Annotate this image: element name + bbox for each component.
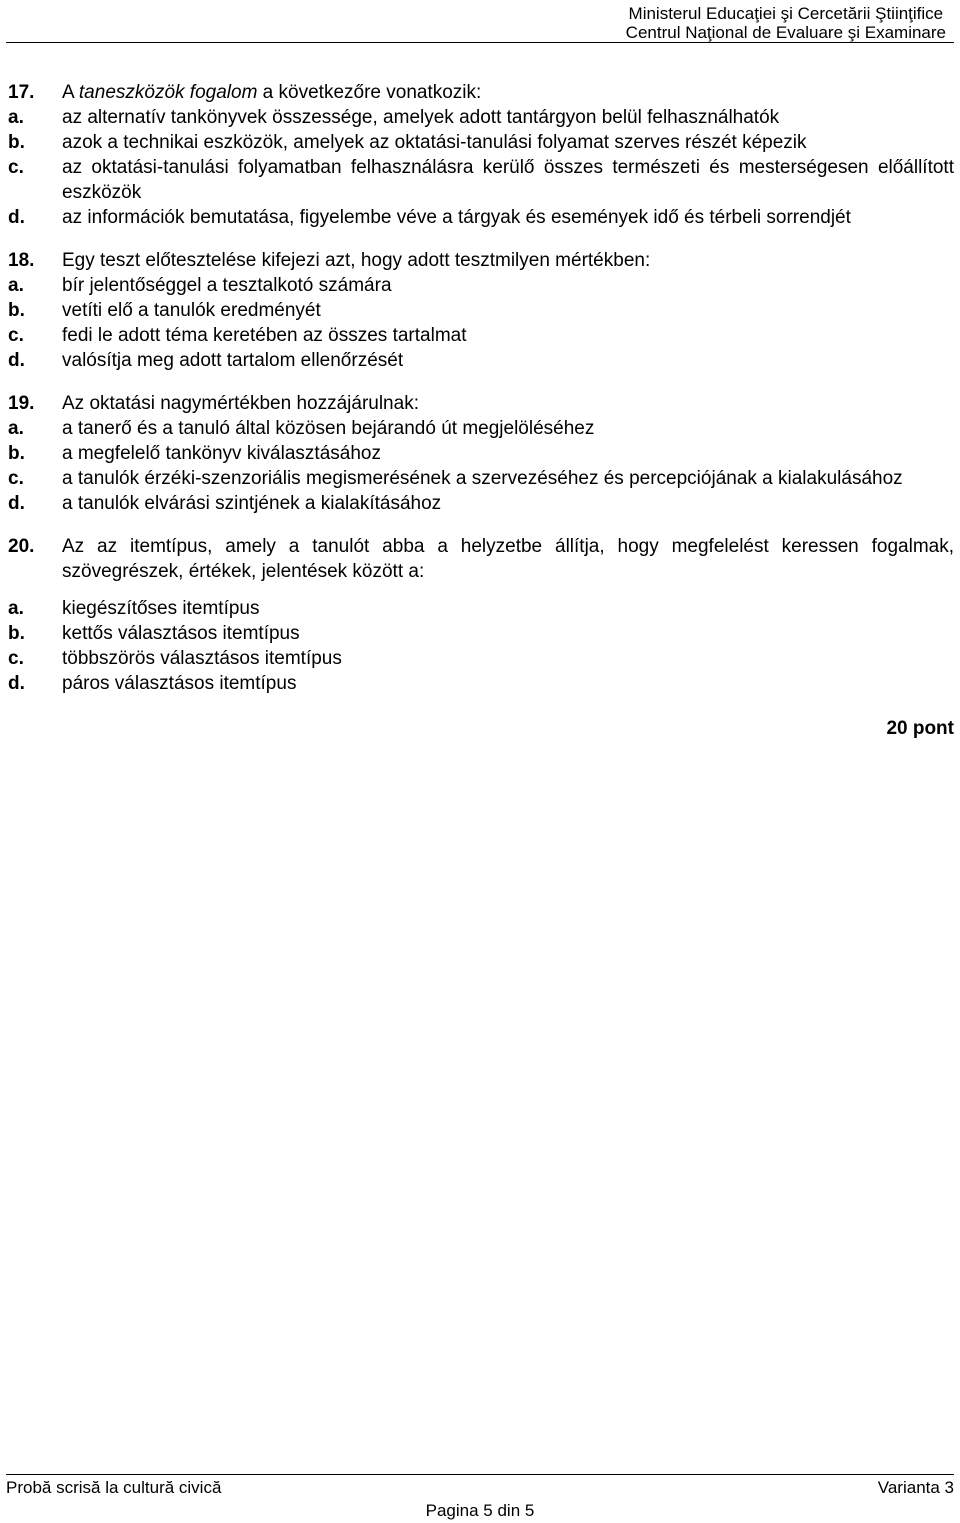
- option-letter: c.: [8, 468, 24, 489]
- option: [8, 671, 954, 696]
- option-text: a megfelelő tankönyv kiválasztásához: [62, 443, 381, 464]
- option: [8, 491, 954, 516]
- option: [8, 298, 954, 323]
- question-number: 17.: [8, 82, 35, 103]
- option: [8, 646, 954, 671]
- option-letter: d.: [8, 673, 25, 694]
- header-rule: [6, 42, 954, 43]
- question-number: 20.: [8, 536, 35, 557]
- question-stem: Az az itemtípus, amely a tanulót abba a helyzetbe állítja, hogy megfelelést keressen fogalmak, szövegrészek, értékek, jelentések között a:: [62, 536, 954, 582]
- option: [8, 348, 954, 373]
- option: [8, 596, 954, 621]
- question-18: [8, 248, 954, 373]
- option-text: a tanulók elvárási szintjének a kialakításához: [62, 493, 442, 514]
- option: [8, 105, 954, 130]
- question-list: [8, 80, 954, 740]
- option-letter: a.: [8, 598, 24, 619]
- points-total: 20 pont: [886, 718, 954, 739]
- option-letter: a.: [8, 275, 24, 296]
- option-text: fedi le adott téma keretében az összes tartalmat: [62, 325, 467, 346]
- option-text: kiegészítőses itemtípus: [62, 598, 260, 619]
- option-text: többszörös választásos itemtípus: [62, 648, 342, 669]
- option-text: valósítja meg adott tartalom ellenőrzését: [62, 350, 404, 371]
- option-letter: b.: [8, 300, 25, 321]
- option-text: bír jelentőséggel a tesztalkotó számára: [62, 275, 392, 296]
- page-number: Pagina 5 din 5: [425, 1501, 535, 1520]
- question-stem: Az oktatási nagymértékben hozzájárulnak:: [62, 393, 419, 414]
- option-text: kettős választásos itemtípus: [62, 623, 300, 644]
- question-stem: A taneszközök fogalom a következőre vonatkozik:: [62, 82, 482, 103]
- option-letter: b.: [8, 623, 25, 644]
- footer-exam-title: Probă scrisă la cultură civică: [6, 1478, 222, 1497]
- option-text: páros választásos itemtípus: [62, 673, 297, 694]
- option: [8, 155, 954, 205]
- question-20: [8, 534, 954, 696]
- option-letter: d.: [8, 207, 25, 228]
- option-text: az oktatási-tanulási folyamatban felhasználásra kerülő összes természeti és mesterségesen előállított eszközök: [62, 157, 954, 203]
- option-text: vetíti elő a tanulók eredményét: [62, 300, 321, 321]
- header-ministry: Ministerul Educaţiei şi Cercetării Ştiinţifice: [628, 4, 944, 23]
- option-letter: d.: [8, 493, 25, 514]
- question-number: 18.: [8, 250, 35, 271]
- option-letter: c.: [8, 648, 24, 669]
- option-letter: a.: [8, 418, 24, 439]
- option: [8, 416, 954, 441]
- option-text: azok a technikai eszközök, amelyek az oktatási-tanulási folyamat szerves részét képezik: [62, 132, 807, 153]
- option-text: az információk bemutatása, figyelembe véve a tárgyak és események idő és térbeli sorrendjét: [62, 207, 851, 228]
- page-header: [626, 4, 946, 42]
- header-center: Centrul Naţional de Evaluare şi Examinare: [625, 23, 946, 42]
- option-letter: a.: [8, 107, 24, 128]
- option-letter: b.: [8, 443, 25, 464]
- option: [8, 273, 954, 298]
- question-17: [8, 80, 954, 230]
- option: [8, 130, 954, 155]
- option-text: a tanulók érzéki-szenzoriális megismerésének a szervezéséhez és percepciójának a kialakulásához: [62, 468, 903, 489]
- option-letter: c.: [8, 157, 24, 178]
- option: [8, 466, 954, 491]
- option: [8, 323, 954, 348]
- option-text: az alternatív tankönyvek összessége, amelyek adott tantárgyon belül felhasználhatók: [62, 107, 780, 128]
- option: [8, 621, 954, 646]
- footer-variant: Varianta 3: [877, 1478, 954, 1497]
- option-text: a tanerő és a tanuló által közösen bejárandó út megjelöléséhez: [62, 418, 595, 439]
- question-19: [8, 391, 954, 516]
- footer-rule: [6, 1474, 954, 1475]
- option: [8, 205, 954, 230]
- question-stem: Egy teszt előtesztelése kifejezi azt, hogy adott tesztmilyen mértékben:: [62, 250, 651, 271]
- option-letter: b.: [8, 132, 25, 153]
- option: [8, 441, 954, 466]
- option-letter: d.: [8, 350, 25, 371]
- question-number: 19.: [8, 393, 35, 414]
- option-letter: c.: [8, 325, 24, 346]
- page-footer: [6, 1478, 954, 1498]
